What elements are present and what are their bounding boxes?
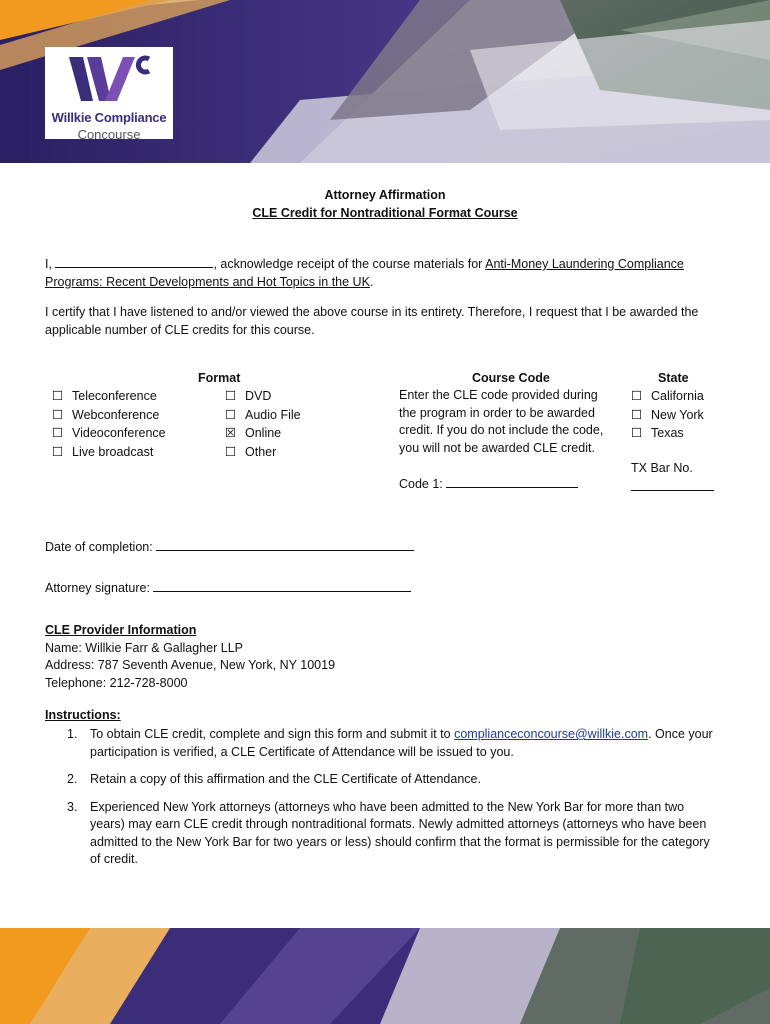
checkbox-label: Other [245,444,277,459]
code-1-label: Code 1: [399,477,443,491]
checkbox-option-online[interactable] [225,424,301,443]
checkbox-option-audio-file[interactable] [225,406,301,425]
checkbox-label: Teleconference [72,389,157,403]
checkbox-label: Live broadcast [72,444,154,459]
checkbox-icon[interactable]: ☐ [631,389,643,403]
instructions-heading: Instructions: [45,708,121,722]
checkbox-option-dvd[interactable] [225,387,301,406]
instruction-item: 1. To obtain CLE credit, complete and sign this form and submit it to complianceconcourse@willkie.com. Once your participation is verified, a CLE Certificate of Attendance will be issued to you. [67,727,713,759]
course-code-instructions [399,387,603,457]
checkbox-icon[interactable]: ☐ [631,407,643,422]
checkbox-option-videoconference[interactable] [52,424,166,443]
format-heading: Format [198,371,241,385]
checkbox-icon[interactable]: ☐ [52,407,64,422]
provider-address: Address: 787 Seventh Avenue, New York, NY 10019 [45,658,336,672]
checkbox-label: Webconference [72,407,160,422]
logo-title: Willkie Compliance [51,110,167,125]
checkbox-icon[interactable]: ☐ [631,426,643,440]
checkbox-label: California [651,389,704,403]
instruction-item: 3. Experienced New York attorneys (attorneys who have been admitted to the New York Bar for more than two years) may earn CLE credit through nontraditional formats. Newly admitted attorneys (attorneys who have been admitted to the New York Bar for two years or less) should confirm that the format is permissible for the category of credit. [67,799,710,866]
checkbox-option-other[interactable] [225,443,301,462]
tx-bar-blank[interactable] [631,479,714,491]
checkbox-option-new-york[interactable] [631,406,704,425]
checkbox-icon[interactable]: ☐ [52,444,64,459]
course-title: Anti-Money Laundering Compliance [485,257,684,271]
signature-label: Attorney signature: [45,581,150,595]
top-banner [0,0,770,163]
course-code-heading: Course Code [472,371,550,385]
instructions-list [45,726,715,879]
signature-blank[interactable] [153,580,411,592]
checkbox-label: DVD [245,389,272,403]
format-column-1 [52,387,166,461]
checkbox-label: Audio File [245,407,301,422]
willkie-logo-mark-icon [65,51,153,107]
checkbox-label: New York [651,407,704,422]
course-code-line: credit. If you do not include the code, [399,423,604,437]
page-subtitle: CLE Credit for Nontraditional Format Course [252,206,518,220]
checkbox-option-teleconference[interactable] [52,387,166,406]
certify-text: I certify that I have listened to and/or viewed the above course in its entirety. Therefore, I request that I be awarded the applicable number of CLE credits for this course. [45,305,699,337]
checkbox-icon[interactable]: ☐ [52,389,64,403]
provider-name: Name: Willkie Farr & Gallagher LLP [45,640,243,655]
checkbox-icon[interactable]: ☐ [225,389,237,403]
checkbox-icon[interactable]: ☐ [225,444,237,459]
course-code-line: the program in order to be awarded [399,405,595,420]
checkbox-label: Online [245,426,282,440]
checkbox-option-live-broadcast[interactable] [52,443,166,462]
state-heading: State [658,371,689,385]
name-blank[interactable] [55,256,213,268]
instruction-number: 1. [67,727,78,741]
bottom-banner [0,928,770,1024]
code-1-blank[interactable] [446,476,578,488]
email-link[interactable]: complianceconcourse@willkie.com [454,727,649,741]
course-code-line: Enter the CLE code provided during [399,388,598,402]
checkbox-icon[interactable]: ☐ [52,426,64,440]
format-column-2 [225,387,301,461]
tx-bar-label: TX Bar No. [631,461,693,475]
course-title-cont: Programs: Recent Developments and Hot Topics in the UK [45,275,370,289]
logo-subtitle: Concourse [77,127,141,142]
state-options [631,387,704,443]
instruction-number: 3. [67,799,78,814]
checkbox-label: Videoconference [72,426,166,440]
provider-info [45,622,335,692]
logo [45,47,173,142]
provider-heading: CLE Provider Information [45,623,197,637]
page-title: Attorney Affirmation [324,188,446,202]
instruction-item: 2. Retain a copy of this affirmation and the CLE Certificate of Attendance. [45,771,715,789]
instruction-number: 2. [67,772,78,786]
checked-box-icon[interactable]: ☒ [225,426,237,440]
date-blank[interactable] [156,539,414,551]
provider-telephone: Telephone: 212-728-8000 [45,675,188,690]
checkbox-option-california[interactable] [631,387,704,406]
date-of-completion-field[interactable] [45,539,414,554]
checkbox-option-texas[interactable] [631,424,704,443]
affirmation-text: I, , acknowledge receipt of the course materials for Anti-Money Laundering Compliance Programs: Recent Developments and Hot Topics in the UK. [45,257,684,289]
course-code-line: you will not be awarded CLE credit. [399,440,595,455]
checkbox-label: Texas [651,426,684,440]
checkbox-icon[interactable]: ☐ [225,407,237,422]
code-1-field[interactable] [399,476,578,491]
attorney-signature-field[interactable] [45,580,411,595]
checkbox-option-webconference[interactable] [52,406,166,425]
date-label: Date of completion: [45,540,153,554]
